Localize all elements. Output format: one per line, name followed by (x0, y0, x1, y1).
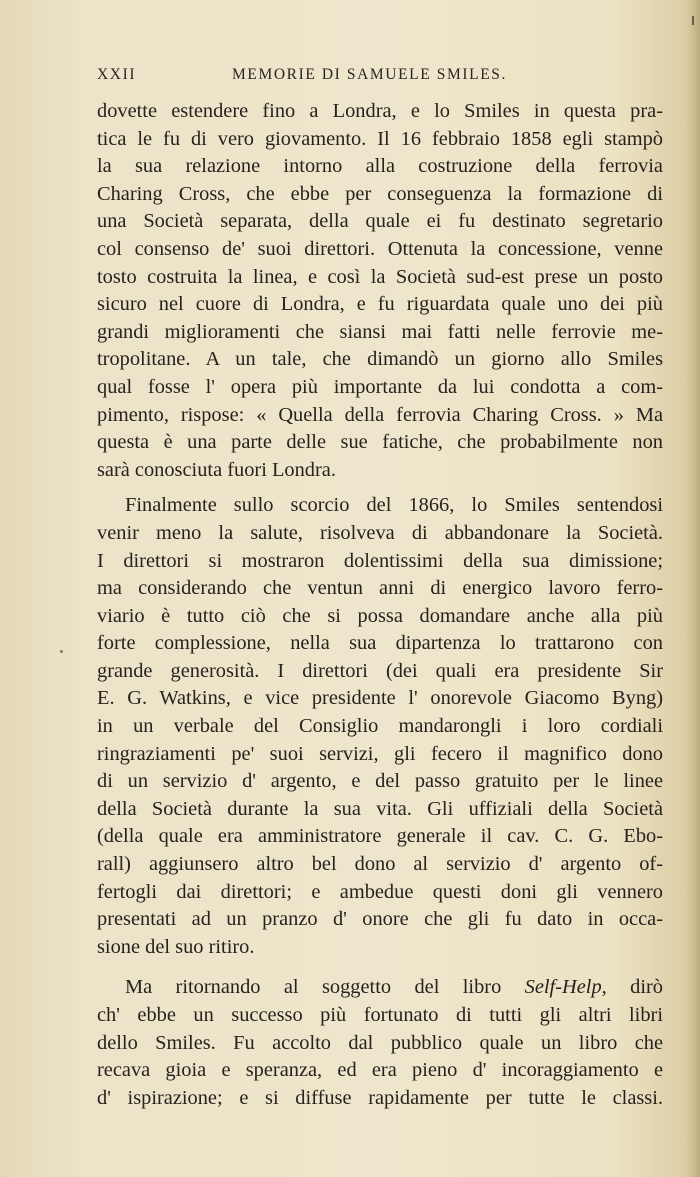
text-line: Ma ritornando al soggetto del libro Self-Help, dirò (125, 976, 663, 999)
text-line: ch' ebbe un successo più fortunato di tutti gli altri libri (97, 1004, 663, 1026)
text-line: tosto costruita la linea, e così la Società sud-est prese un posto (97, 265, 663, 288)
text-line: questa è una parte delle sue fatiche, che probabilmente non (97, 431, 663, 454)
text-line: sicuro nel cuore di Londra, e fu riguardata quale uno dei più (97, 293, 663, 316)
text-line: la sua relazione intorno alla costruzione della ferrovia (97, 155, 663, 178)
text-line: I direttori si mostraron dolentissimi della sua dimissione; (97, 549, 663, 572)
text-line: tica le fu di vero giovamento. Il 16 febbraio 1858 egli stampò (97, 127, 663, 150)
paragraph-1 (97, 98, 663, 484)
text-line: venir meno la salute, risolveva di abbandonare la Società. (97, 521, 663, 544)
text-line: pimento, rispose: « Quella della ferrovia Charing Cross. » Ma (97, 403, 663, 426)
text-line: presentati ad un pranzo d' onore che gli fu dato in occa- (97, 908, 663, 931)
text-line: (della quale era amministratore generale il cav. C. G. Ebo- (97, 825, 663, 848)
text-line: dello Smiles. Fu accolto dal pubblico quale un libro che (97, 1031, 663, 1054)
text-line: una Società separata, della quale ei fu destinato segretario (97, 210, 663, 233)
running-head (97, 66, 662, 90)
text-line: rall) aggiunsero altro bel dono al servizio d' argento of- (97, 853, 663, 876)
book-title-italic: Self-Help, (524, 976, 607, 999)
text-line: della Società durante la sua vita. Gli uffiziali della Società (97, 797, 663, 820)
text-line: sione del suo ritiro. (97, 935, 255, 958)
body-text (97, 98, 663, 1112)
text-line: E. G. Watkins, e vice presidente l' onorevole Giacomo Byng) (97, 687, 663, 710)
print-mark (692, 16, 694, 25)
text-line: in un verbale del Consiglio mandarongli i loro cordiali (97, 715, 663, 738)
text-line: ma considerando che ventun anni di energico lavoro ferro- (97, 577, 663, 600)
paragraph-3 (97, 974, 663, 1112)
text-line: sarà conosciuta fuori Londra. (97, 458, 336, 481)
running-title: MEMORIE DI SAMUELE SMILES. (232, 66, 507, 83)
text-line: Finalmente sullo scorcio del 1866, lo Smiles sentendosi (125, 494, 663, 517)
text-line: ringraziamenti pe' suoi servizi, gli fecero il magnifico dono (97, 742, 663, 765)
text-line: recava gioia e speranza, ed era pieno d' incoraggiamento e (97, 1059, 663, 1082)
text-line: fertogli dai direttori; e ambedue questi doni gli vennero (97, 880, 663, 903)
text-line: dovette estendere fino a Londra, e lo Smiles in questa pra- (97, 100, 663, 122)
paragraph-2 (97, 492, 663, 961)
text-line: grandi miglioramenti che siansi mai fatti nelle ferrovie me- (97, 320, 663, 343)
page-edge-shadow (686, 0, 700, 1177)
paper-speck (60, 650, 63, 653)
text-line: col consenso de' suoi direttori. Ottenuta la concessione, venne (97, 237, 663, 260)
text-line: tropolitane. A un tale, che dimandò un giorno allo Smiles (97, 348, 663, 371)
text-line: grande generosità. I direttori (dei quali era presidente Sir (97, 659, 663, 682)
text-line: forte complessione, nella sua dipartenza lo trattarono con (97, 632, 663, 655)
page-number: XXII (97, 66, 137, 83)
text-line: qual fosse l' opera più importante da lui condotta a com- (97, 375, 663, 398)
text-line: viario è tutto ciò che si possa domandare anche alla più (97, 604, 663, 627)
text-line: di un servizio d' argento, e del passo gratuito per le linee (97, 770, 663, 793)
text-line: Charing Cross, che ebbe per conseguenza la formazione di (97, 182, 663, 205)
text-line: d' ispirazione; e si diffuse rapidamente per tutte le classi. (97, 1086, 663, 1109)
